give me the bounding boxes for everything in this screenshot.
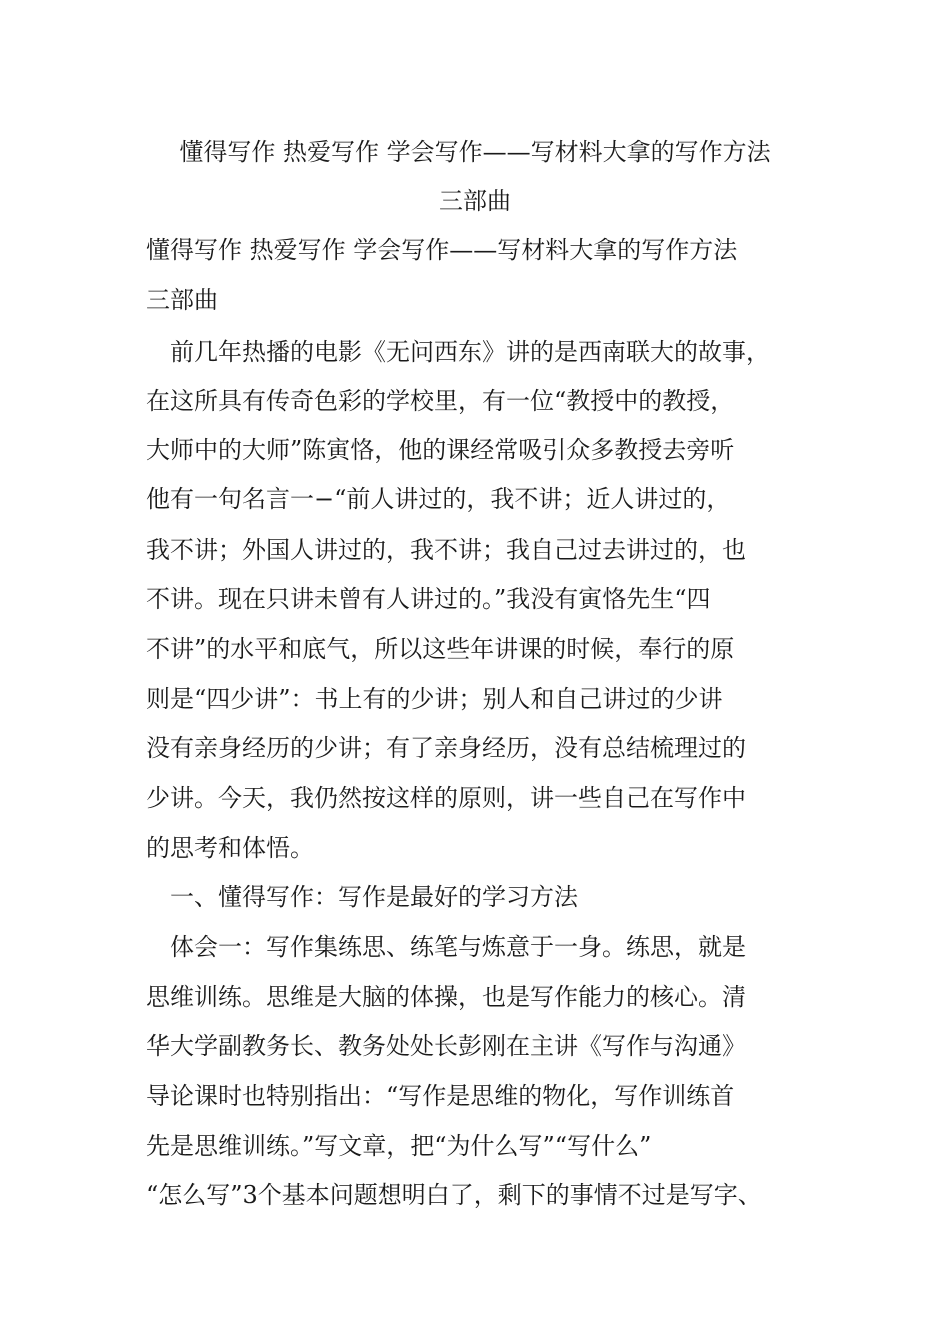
body-line: 在这所具有传奇色彩的学校里，有一位“教授中的教授， <box>146 387 735 415</box>
body-line: 体会一：写作集练思、练笔与炼意于一身。练思，就是 <box>146 933 746 961</box>
body-line: “怎么写”3个基本问题想明白了，剩下的事情不过是写字、 <box>146 1181 762 1209</box>
body-line: 少讲。今天，我仍然按这样的原则，讲一些自己在写作中 <box>146 784 746 812</box>
body-line: 我不讲；外国人讲过的，我不讲；我自己过去讲过的，也 <box>146 536 746 564</box>
body-line: 三部曲 <box>146 286 218 314</box>
body-line: 先是思维训练。”写文章，把“为什么写”“写什么” <box>146 1132 652 1160</box>
document-title-line-1: 懂得写作 热爱写作 学会写作——写材料大拿的写作方法 <box>179 138 771 166</box>
body-line: 思维训练。思维是大脑的体操，也是写作能力的核心。清 <box>146 983 746 1011</box>
body-line: 没有亲身经历的少讲；有了亲身经历，没有总结梳理过的 <box>146 734 746 762</box>
document-title-line-2: 三部曲 <box>439 187 511 215</box>
body-line: 懂得写作 热爱写作 学会写作——写材料大拿的写作方法 <box>146 236 738 264</box>
body-line: 前几年热播的电影《无问西东》讲的是西南联大的故事， <box>146 338 770 366</box>
body-line: 的思考和体悟。 <box>146 834 314 862</box>
section-heading: 一、懂得写作：写作是最好的学习方法 <box>146 883 578 911</box>
body-line: 则是“四少讲”：书上有的少讲；别人和自己讲过的少讲 <box>146 685 723 713</box>
body-line: 华大学副教务长、教务处处长彭刚在主讲《写作与沟通》 <box>146 1032 746 1060</box>
body-line: 不讲。现在只讲未曾有人讲过的。”我没有寅恪先生“四 <box>146 585 711 613</box>
body-line: 大师中的大师”陈寅恪，他的课经常吸引众多教授去旁听 <box>146 436 735 464</box>
body-line: 导论课时也特别指出：“写作是思维的物化，写作训练首 <box>146 1082 735 1110</box>
body-line: 他有一句名言一−“前人讲过的，我不讲；近人讲过的， <box>146 485 731 513</box>
body-line: 不讲”的水平和底气，所以这些年讲课的时候，奉行的原 <box>146 635 735 663</box>
